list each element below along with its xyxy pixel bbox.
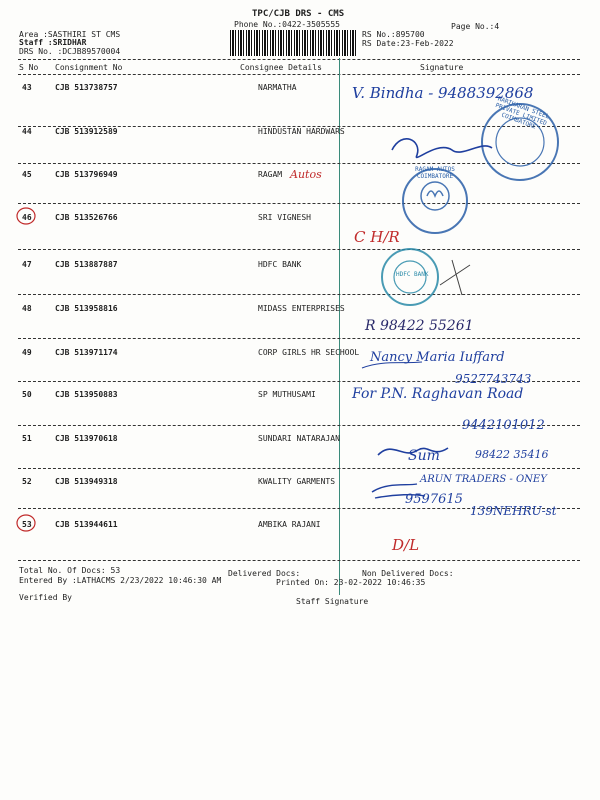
row-consignment: CJB 513958816 bbox=[55, 304, 118, 313]
row-sno: 50 bbox=[22, 390, 32, 399]
col-sno: S No bbox=[19, 63, 39, 72]
printed-on: Printed On: 23-02-2022 10:46:35 bbox=[276, 578, 426, 587]
row-consignment: CJB 513950883 bbox=[55, 390, 118, 399]
phone-number: Phone No.:0422-3505555 bbox=[234, 20, 340, 29]
row-consignee: KWALITY GARMENTS bbox=[258, 477, 336, 486]
signature-scribble-44 bbox=[392, 139, 492, 158]
row-consignee: SP MUTHUSAMI bbox=[258, 390, 316, 399]
handwriting-50-name: For P.N. Raghavan Road bbox=[352, 386, 524, 402]
red-circle-46 bbox=[17, 208, 35, 224]
verified-by: Verified By bbox=[19, 593, 72, 602]
handwriting-53-addr: 139NEHRU-st bbox=[470, 504, 557, 518]
row-consignment: CJB 513971174 bbox=[55, 348, 118, 357]
entered-by: Entered By :LATHACMS 2/23/2022 10:46:30 AM bbox=[19, 576, 222, 585]
drs-number: DRS No. :DCJB89570004 bbox=[19, 47, 121, 56]
handwriting-52-a: ARUN TRADERS - ONEY bbox=[420, 474, 547, 485]
row-consignee: SUNDARI NATARAJAN bbox=[258, 434, 340, 443]
non-delivered-docs: Non Delivered Docs: bbox=[362, 569, 454, 578]
hdfc-stamp-text: HDFC BANK bbox=[396, 271, 429, 278]
row-sno: 47 bbox=[22, 260, 32, 269]
row-consignment: CJB 513887887 bbox=[55, 260, 118, 269]
ragam-stamp-text: RAGAM AUTOS COIMBATORE bbox=[415, 166, 455, 180]
row-sno: 52 bbox=[22, 477, 32, 486]
handwriting-52-b: 9597615 bbox=[405, 492, 463, 507]
row-sno: 43 bbox=[22, 83, 32, 92]
col-consignee: Consignee Details bbox=[240, 63, 322, 72]
rs-number: RS No.:895700 bbox=[362, 30, 425, 39]
handwriting-49-name: Nancy Maria Iuffard bbox=[370, 350, 505, 365]
rs-date: RS Date:23-Feb-2022 bbox=[362, 39, 454, 48]
row-consignment: CJB 513796949 bbox=[55, 170, 118, 179]
row-consignee: HDFC BANK bbox=[258, 260, 302, 269]
red-circle-53 bbox=[17, 515, 35, 531]
document-title: TPC/CJB DRS - CMS bbox=[252, 9, 345, 19]
area: Area :SASTHIRI ST CMS bbox=[19, 30, 121, 39]
row-consignment: CJB 513970618 bbox=[55, 434, 118, 443]
handwriting-51-name: Sum bbox=[408, 448, 440, 464]
row-sno: 44 bbox=[22, 127, 32, 136]
hariharan-stamp-text: HARIHARAN STEEL PRIVATE LIMITED COIMBATORE bbox=[494, 95, 551, 131]
row-consignee: HINDUSTAN HARDWARS bbox=[258, 127, 345, 136]
row-consignment: CJB 513944611 bbox=[55, 520, 118, 529]
handwriting-49-phone: 9527743743 bbox=[455, 372, 532, 386]
handwriting-53-mark: D/L bbox=[392, 536, 420, 554]
row-sno: 45 bbox=[22, 170, 32, 179]
row-sno: 51 bbox=[22, 434, 32, 443]
row-sno: 49 bbox=[22, 348, 32, 357]
row-consignment: CJB 513526766 bbox=[55, 213, 118, 222]
staff-name: Staff :SRIDHAR bbox=[19, 38, 87, 47]
row-sno: 46 bbox=[22, 213, 32, 222]
handwriting-48: R 98422 55261 bbox=[365, 318, 474, 334]
staff-signature: Staff Signature bbox=[296, 597, 369, 606]
row-consignment: CJB 513949318 bbox=[55, 477, 118, 486]
col-signature: Signature bbox=[420, 63, 464, 72]
row-sno: 53 bbox=[22, 520, 32, 529]
row-consignee: MIDASS ENTERPRISES bbox=[258, 304, 345, 313]
row-consignment: CJB 513912589 bbox=[55, 127, 118, 136]
row-consignee: CORP GIRLS HR SECHOOL bbox=[258, 348, 360, 357]
row-consignee: RAGAM bbox=[258, 170, 283, 179]
handwriting-50-phone: 9442101012 bbox=[462, 418, 545, 433]
col-consignment: Consignment No bbox=[55, 63, 123, 72]
handwriting-51-phone: 98422 35416 bbox=[475, 448, 549, 461]
row-consignee: NARMATHA bbox=[258, 83, 297, 92]
delivered-docs: Delivered Docs: bbox=[228, 569, 301, 578]
handwriting-43: V. Bindha - 9488392868 bbox=[352, 84, 534, 102]
handwriting-46: C H/R bbox=[354, 228, 400, 246]
total-docs: Total No. Of Docs: 53 bbox=[19, 566, 121, 575]
row-consignment: CJB 513738757 bbox=[55, 83, 118, 92]
row-consignee: AMBIKA RAJANI bbox=[258, 520, 321, 529]
page-number: Page No.:4 bbox=[451, 22, 500, 31]
handwriting-45: Autos bbox=[290, 168, 322, 181]
row-sno: 48 bbox=[22, 304, 32, 313]
row-consignee: SRI VIGNESH bbox=[258, 213, 311, 222]
